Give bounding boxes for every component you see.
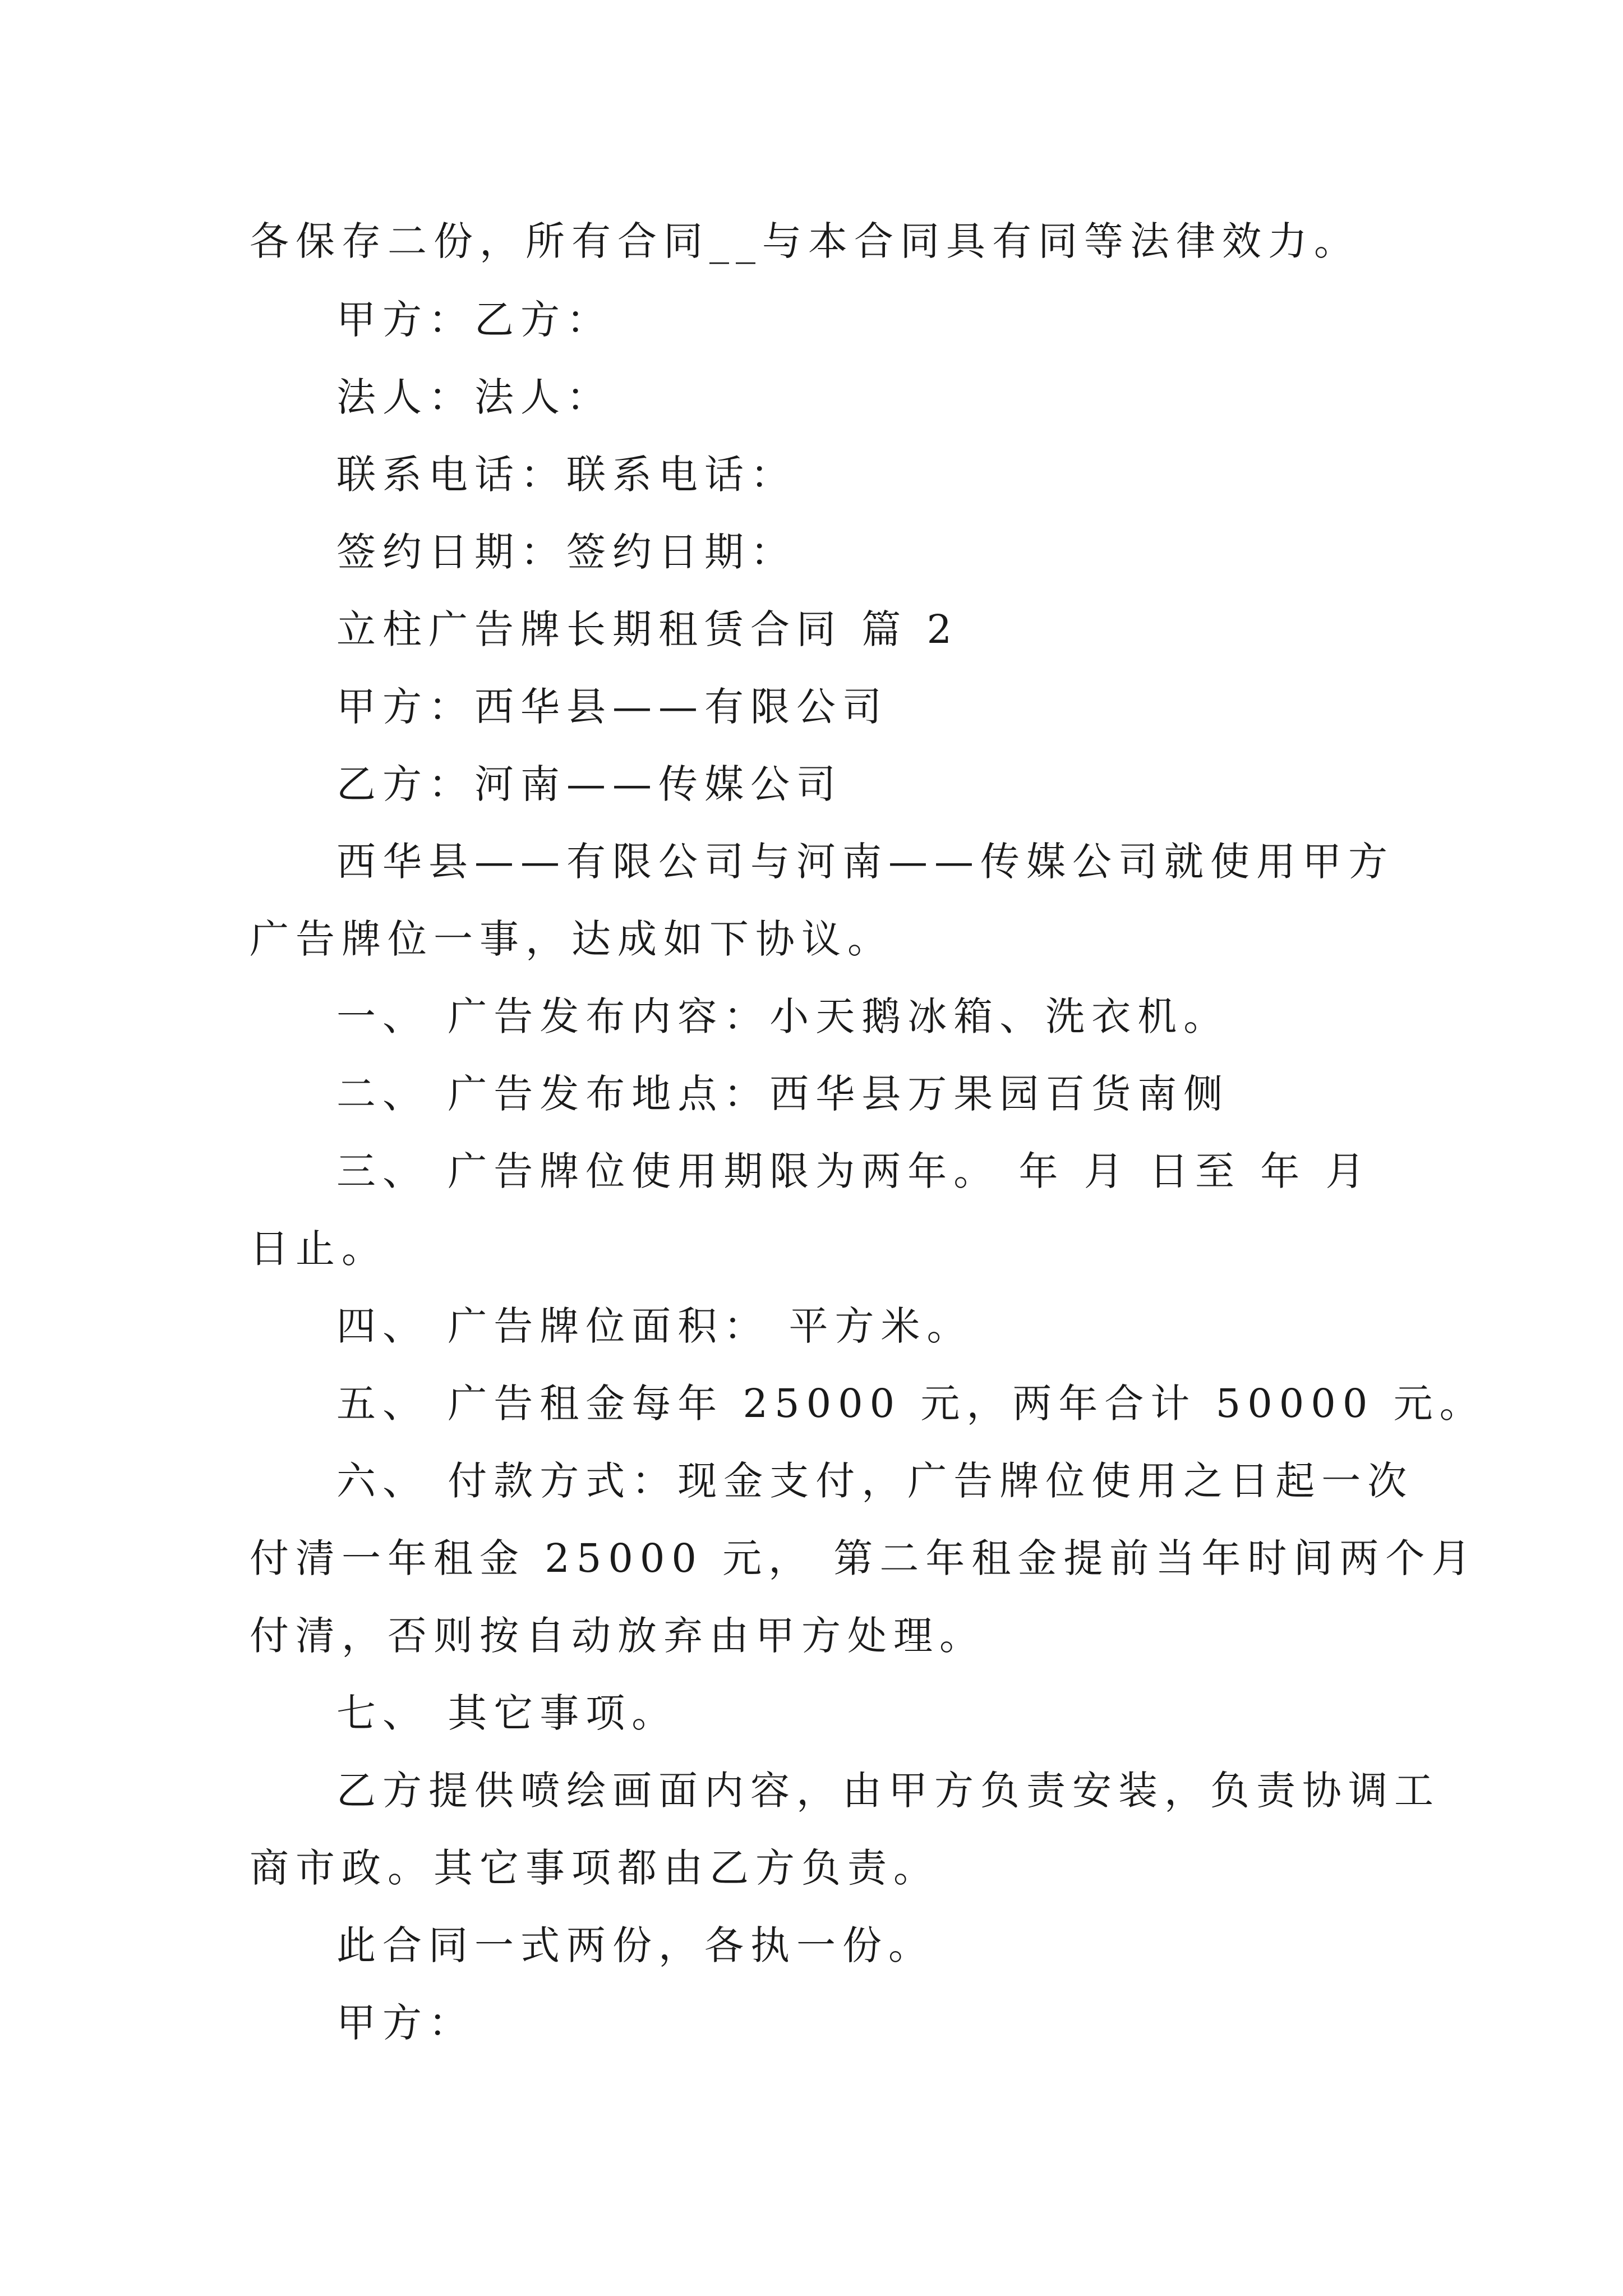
contract-text-line: 日止。 [250,1226,388,1272]
clause-1: 一、 广告发布内容：小天鹅冰箱、洗衣机。 [336,993,1230,1039]
party-a-line: 甲方：西华县——有限公司 [336,684,888,730]
clause-3: 三、 广告牌位使用期限为两年。 年 月 日至 年 月 [336,1148,1372,1194]
clause-6: 六、 付款方式：现金支付，广告牌位使用之日起一次 [336,1458,1414,1504]
clause-5: 五、 广告租金每年 25000 元，两年合计 50000 元。 [336,1381,1486,1427]
clause-4: 四、 广告牌位面积： 平方米。 [336,1303,973,1349]
contract-text-line: 此合同一式两份，各执一份。 [336,1922,934,1968]
contract-text-line: 乙方提供喷绘画面内容，由甲方负责安装，负责协调工 [336,1768,1440,1814]
legal-person-line: 法人：法人： [336,374,612,420]
contract-text-line: 商市政。其它事项都由乙方负责。 [250,1845,939,1891]
clause-2: 二、 广告发布地点：西华县万果园百货南侧 [336,1071,1230,1117]
contract-text-line: 西华县——有限公司与河南——传媒公司就使用甲方 [336,839,1394,885]
section-heading: 立柱广告牌长期租赁合同 篇 2 [336,606,959,652]
contract-text-line: 广告牌位一事，达成如下协议。 [250,916,893,962]
contract-text-line: 付清，否则按自动放弃由甲方处理。 [250,1613,985,1659]
party-a-signature-label: 甲方： [336,2000,474,2046]
party-b-line: 乙方：河南——传媒公司 [336,761,842,807]
contract-text-line: 各保存二份，所有合同__与本合同具有同等法律效力。 [250,218,1360,264]
phone-line: 联系电话：联系电话： [336,452,796,498]
contract-text-line: 付清一年租金 25000 元， 第二年租金提前当年时间两个月 [250,1535,1478,1581]
sign-date-line: 签约日期：签约日期： [336,529,796,575]
party-label-line: 甲方：乙方： [336,297,612,343]
clause-7: 七、 其它事项。 [336,1690,678,1736]
